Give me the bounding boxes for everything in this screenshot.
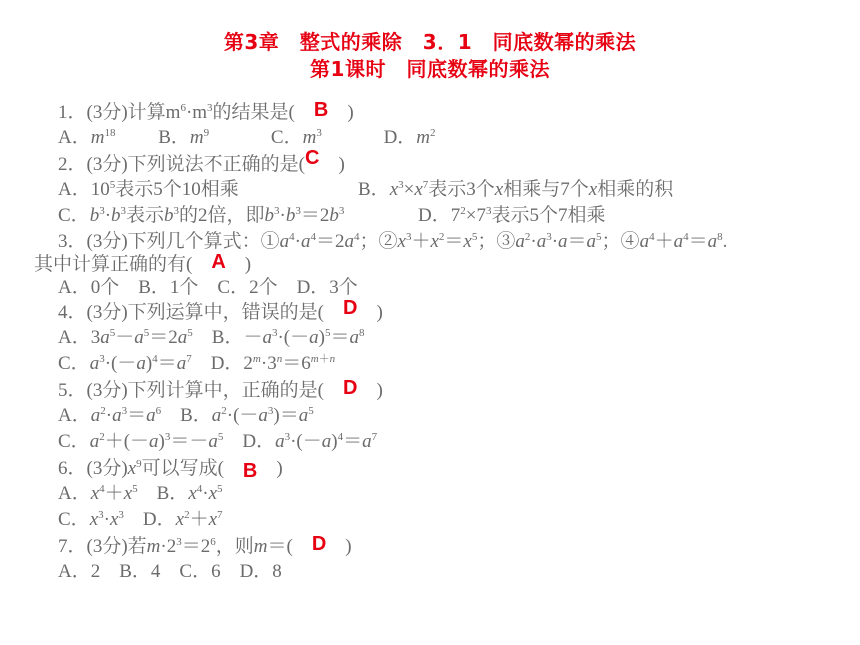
q2-option-c: C．$b^3\cdot b^3$表示$b^3$的2倍，即$b^3\cdot b^3=2b^3$	[58, 205, 345, 226]
q2-stem: 2．(3分)下列说法不正确的是(C )	[58, 147, 345, 175]
q5-stem: 5．(3分)下列计算中，正确的是( D )	[58, 377, 383, 401]
q4-stem: 4．(3分)下列运算中，错误的是( D )	[58, 297, 383, 323]
q1-options: A．$m^{18}$ B．$m^9$ C．$m^3$ D．$m^2$	[58, 127, 436, 148]
q3-stem-cont: 其中计算正确的有( A )	[34, 251, 252, 275]
chapter-title: 第3章 整式的乘除 3．1 同底数幂的乘法	[223, 30, 637, 54]
q1-answer: B	[313, 99, 329, 121]
q5-options-cd: C．$a^2+(-a)^3=-a^5$ D．$a^3\cdot(-a)^4=a^7$	[58, 431, 378, 452]
q4-answer: D	[342, 297, 358, 319]
q2-option-d: D．$7^2\times 7^3$表示5个7相乘	[418, 205, 606, 226]
q2-answer: C	[304, 147, 320, 169]
q6-answer: B	[242, 460, 258, 482]
q5-options-ab: A．$a^2\cdot a^3=a^6$ B．$a^2\cdot(-a^3)=a^5$	[58, 405, 314, 426]
q4-options-ab: A．$3a^5-a^5=2a^5$ B．$-a^3\cdot(-a)^5=a^8$	[58, 327, 365, 348]
q3-answer: A	[211, 251, 226, 273]
q2-option-a: A．$10^5$表示5个10相乘	[58, 179, 239, 200]
q5-answer: D	[342, 377, 358, 399]
lesson-title: 第1课时 同底数幂的乘法	[310, 57, 550, 81]
q7-options: A．2 B．4 C．6 D．8	[58, 561, 282, 582]
q2-option-b: B．$x^3\times x^7$表示3个x相乘与7个x相乘的积	[358, 179, 674, 200]
q6-stem: 6．(3分)$x^9$可以写成( B )	[58, 458, 283, 482]
q7-answer: D	[311, 533, 327, 555]
q3-stem: 3．(3分)下列几个算式：$①a^4\cdot a^4=2a^4$；$②x^3+x^2=x^5$；$③a^2\cdot a^3\cdot a=a^5$；$④a^4+a^4=a^8$.	[58, 231, 728, 252]
q6-options-ab: A．$x^4+x^5$ B．$x^4\cdot x^5$	[58, 483, 223, 504]
q1-stem: 1．(3分)计算$m^6\cdot m^3$的结果是( B )	[58, 99, 354, 123]
q3-options: A．0个 B．1个 C．2个 D．3个	[58, 277, 358, 298]
q6-options-cd: C．$x^3\cdot x^3$ D．$x^2+x^7$	[58, 509, 223, 530]
q4-options-cd: C．$a^3\cdot(-a)^4=a^7$ D．$2^m\cdot 3^n=6^{m+n}$	[58, 353, 336, 374]
q7-stem: 7．(3分)若$m\cdot 2^3=2^6$，则m＝( D )	[58, 533, 352, 557]
